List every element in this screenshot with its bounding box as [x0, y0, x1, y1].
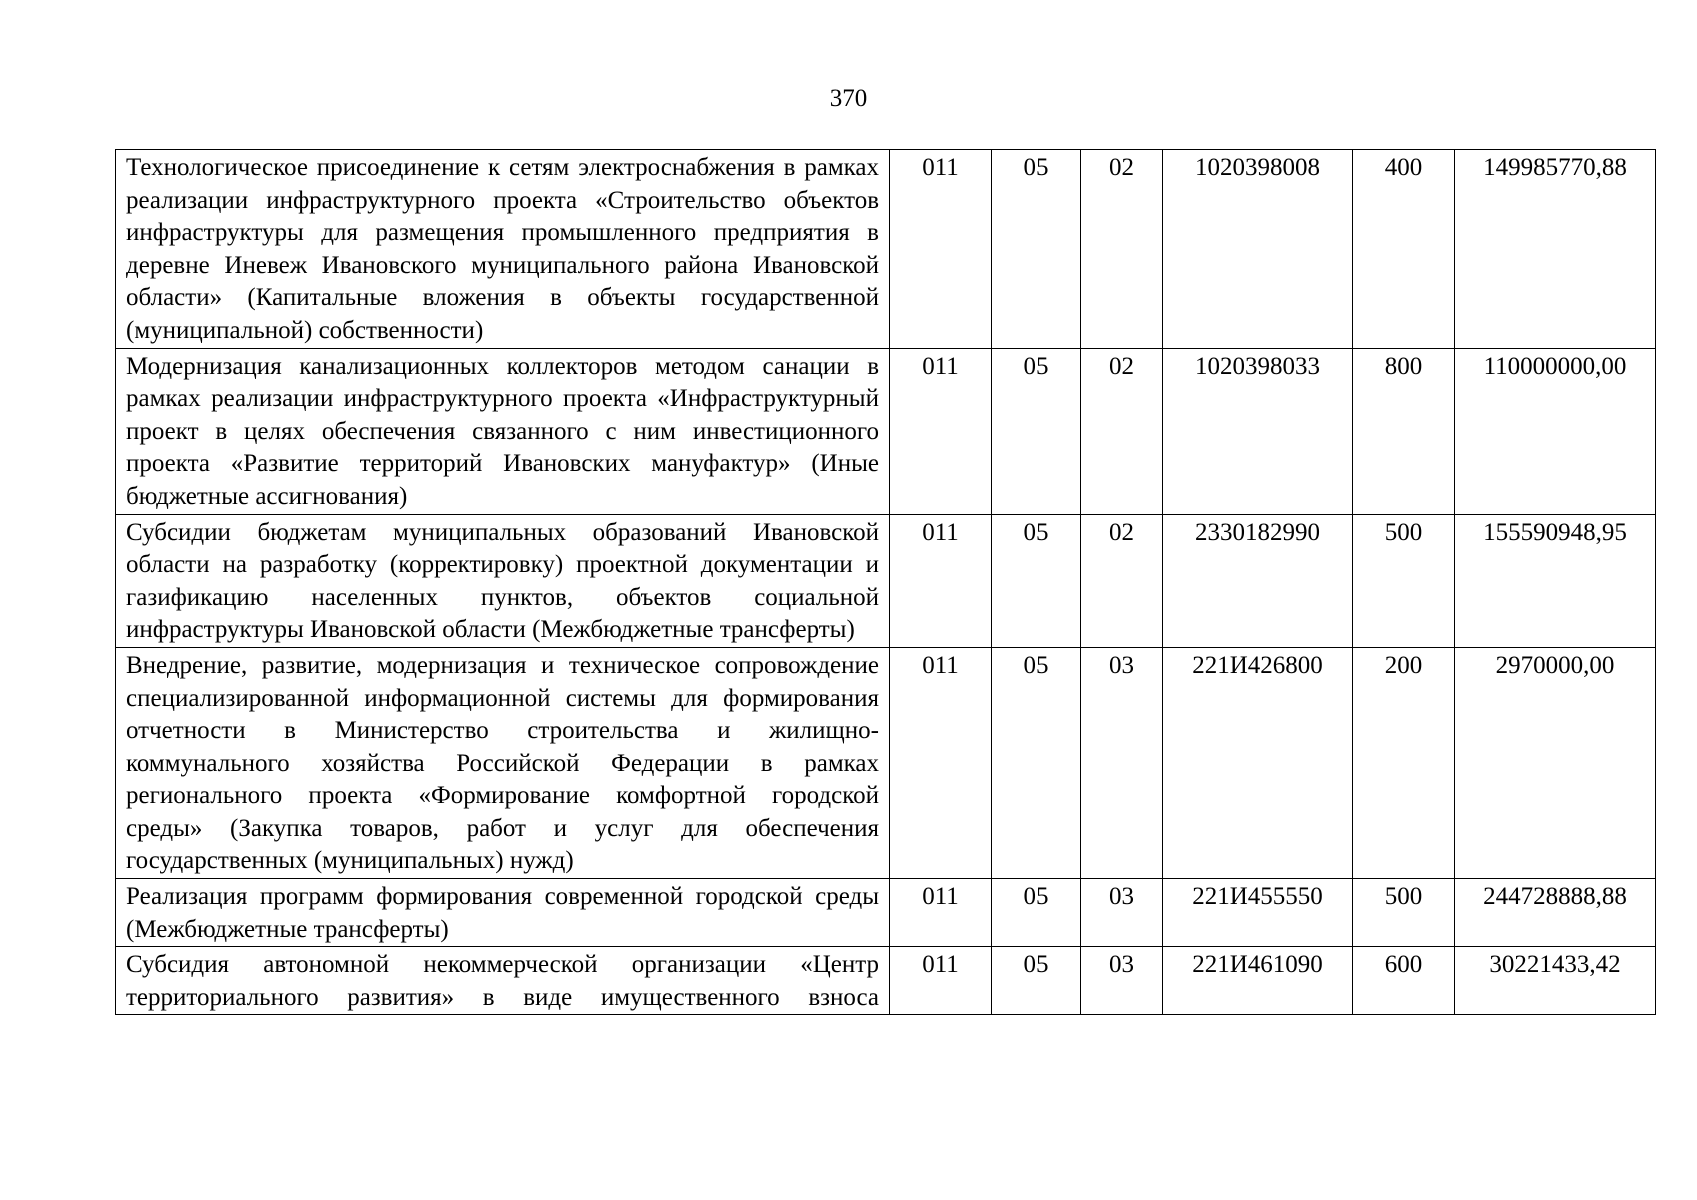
target-item-cell: 221И426800: [1163, 647, 1353, 878]
expense-name-cell: Субсидия автономной некоммерческой организации «Центр территориального развития» в виде имущественного взноса: [116, 947, 890, 1015]
subsection-code-cell: 03: [1081, 879, 1163, 947]
section-code-cell: 05: [992, 947, 1081, 1015]
target-item-cell: 221И461090: [1163, 947, 1353, 1015]
ministry-code-cell: 011: [890, 947, 992, 1015]
ministry-code-cell: 011: [890, 150, 992, 349]
section-code-cell: 05: [992, 647, 1081, 878]
table-row: [116, 647, 1656, 878]
amount-cell: 30221433,42: [1455, 947, 1656, 1015]
page-number: 370: [829, 85, 868, 112]
budget-table: [115, 149, 1656, 1015]
amount-cell: 110000000,00: [1455, 348, 1656, 514]
section-code-cell: 05: [992, 879, 1081, 947]
amount-cell: 149985770,88: [1455, 150, 1656, 349]
subsection-code-cell: 03: [1081, 647, 1163, 878]
expense-name-cell: Субсидии бюджетам муниципальных образований Ивановской области на разработку (корректировку) проектной документации и газификацию населенных пунктов, объектов социальной инфраструктуры Ивановской области (Межбюджетные трансферты): [116, 514, 890, 647]
expense-name-cell: Модернизация канализационных коллекторов методом санации в рамках реализации инфраструктурного проекта «Инфраструктурный проект в целях обеспечения связанного с ним инвестиционного проекта «Развитие территорий Ивановских мануфактур» (Иные бюджетные ассигнования): [116, 348, 890, 514]
ministry-code-cell: 011: [890, 348, 992, 514]
target-item-cell: 1020398008: [1163, 150, 1353, 349]
subsection-code-cell: 03: [1081, 947, 1163, 1015]
subsection-code-cell: 02: [1081, 150, 1163, 349]
expense-name-cell: Реализация программ формирования современной городской среды (Межбюджетные трансферты): [116, 879, 890, 947]
ministry-code-cell: 011: [890, 647, 992, 878]
section-code-cell: 05: [992, 348, 1081, 514]
expense-type-cell: 200: [1353, 647, 1455, 878]
expense-type-cell: 800: [1353, 348, 1455, 514]
expense-type-cell: 500: [1353, 879, 1455, 947]
target-item-cell: 221И455550: [1163, 879, 1353, 947]
expense-name-cell: Внедрение, развитие, модернизация и техническое сопровождение специализированной информационной системы для формирования отчетности в Министерство строительства и жилищно-коммунального хозяйства Российской Федерации в рамках регионального проекта «Формирование комфортной городской среды» (Закупка товаров, работ и услуг для обеспечения государственных (муниципальных) нужд): [116, 647, 890, 878]
table-row: [116, 879, 1656, 947]
section-code-cell: 05: [992, 514, 1081, 647]
amount-cell: 2970000,00: [1455, 647, 1656, 878]
expense-name-cell: Технологическое присоединение к сетям электроснабжения в рамках реализации инфраструктурного проекта «Строительство объектов инфраструктуры для размещения промышленного предприятия в деревне Иневеж Ивановского муниципального района Ивановской области» (Капитальные вложения в объекты государственной (муниципальной) собственности): [116, 150, 890, 349]
expense-type-cell: 600: [1353, 947, 1455, 1015]
table-row: [116, 348, 1656, 514]
expense-type-cell: 500: [1353, 514, 1455, 647]
amount-cell: 244728888,88: [1455, 879, 1656, 947]
expense-type-cell: 400: [1353, 150, 1455, 349]
ministry-code-cell: 011: [890, 879, 992, 947]
section-code-cell: 05: [992, 150, 1081, 349]
target-item-cell: 1020398033: [1163, 348, 1353, 514]
subsection-code-cell: 02: [1081, 514, 1163, 647]
table-row: [116, 514, 1656, 647]
subsection-code-cell: 02: [1081, 348, 1163, 514]
table-row: [116, 150, 1656, 349]
ministry-code-cell: 011: [890, 514, 992, 647]
amount-cell: 155590948,95: [1455, 514, 1656, 647]
target-item-cell: 2330182990: [1163, 514, 1353, 647]
table-row: [116, 947, 1656, 1015]
